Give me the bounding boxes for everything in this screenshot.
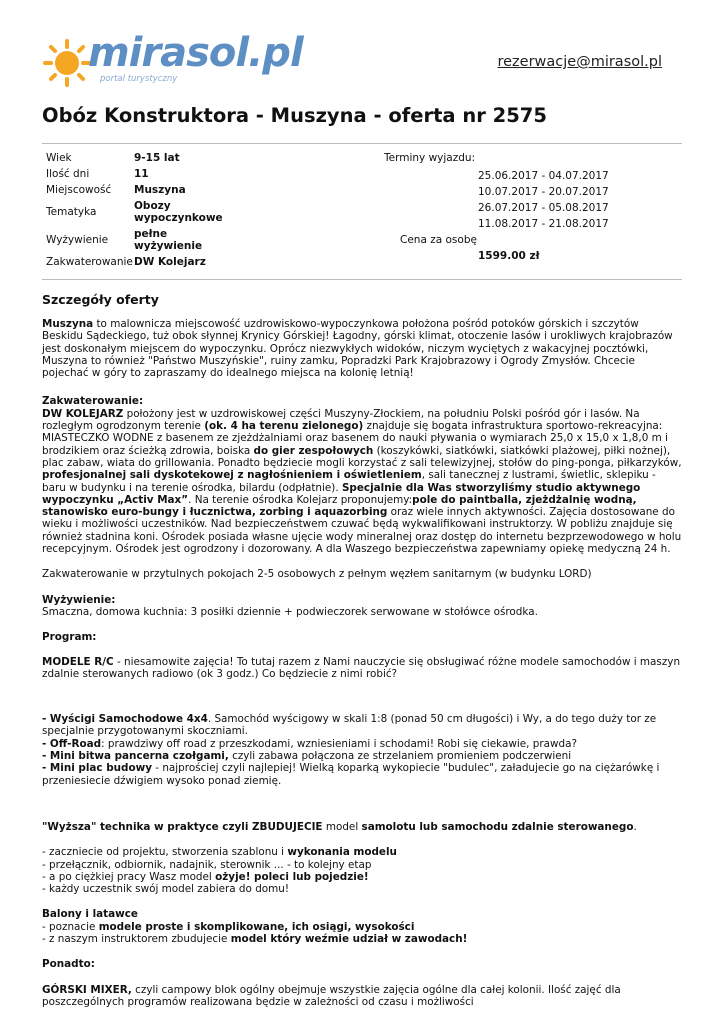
bold-text: do gier zespołowych — [253, 444, 374, 457]
sun-logo-icon — [42, 38, 92, 88]
mixer-paragraph — [42, 984, 682, 1009]
text: - zaczniecie od projektu, stworzenia szablonu i — [42, 846, 288, 859]
logo[interactable] — [42, 30, 303, 94]
info-label: Tematyka — [46, 206, 97, 218]
list-item — [42, 871, 682, 883]
text: - niesamowite zajęcia! To tutaj razem z Nami nauczycie się obsługiwać różne modele samochodów i maszyn zdalnie sterowanych radiowo (ok 3 godz.) Co będziecie z nimi robić? — [42, 655, 681, 680]
date-range: 10.07.2017 - 20.07.2017 — [478, 186, 609, 198]
food-heading: Wyżywienie: — [42, 593, 116, 606]
page-title: Obóz Konstruktora - Muszyna - oferta nr 2575 — [42, 104, 547, 127]
intro-paragraph — [42, 318, 682, 379]
text: - z naszym instruktorem zbudujecie — [42, 932, 231, 945]
bold-text: Specjalnie dla Was stworzyliśmy studio aktywnego wypoczynku „Activ Max” — [42, 481, 641, 506]
bold-text: Muszyna — [42, 318, 94, 330]
text: : prawdziwy off road z przeszkodami, wzniesieniami i schodami! Robi się ciekawie, prawda? — [101, 737, 577, 750]
info-value: DW Kolejarz — [134, 256, 206, 268]
bold-text: "Wyższa" technika w praktyce czyli ZBUDUJECIE — [42, 820, 323, 833]
offer-details — [42, 318, 682, 1008]
bold-text: - Wyścigi Samochodowe 4x4 — [42, 713, 208, 726]
program-item — [42, 713, 682, 738]
text: - a po ciężkiej pracy Wasz model — [42, 870, 216, 883]
bold-text: - Mini bitwa pancerna czołgami, — [42, 750, 229, 763]
divider — [42, 143, 682, 144]
price-label: Cena za osobę — [400, 234, 477, 246]
dates-list — [478, 168, 609, 232]
divider — [42, 279, 682, 280]
offer-info-table — [46, 150, 366, 270]
bold-text: wykonania modelu — [287, 846, 397, 859]
bold-text: - Off-Road — [42, 737, 102, 750]
bold-text: model który weźmie udział w zawodach! — [230, 932, 468, 945]
terms-label: Terminy wyjazdu: — [384, 152, 476, 164]
program-heading: Program: — [42, 631, 97, 644]
text: czyli campowy blok ogólny obejmuje wszystkie zajęcia ogólne dla całej kolonii. Ilość zajęć dla poszczególnych programów realizowana będzie w zależności od czasu i możliwości — [42, 983, 621, 1008]
email-link[interactable]: rezerwacje@mirasol.pl — [497, 54, 662, 70]
text: . Samochód wyścigowy w skali 1:8 (ponad 50 cm długości) i Wy, a do tego duży tor ze specjalnie przygotowanymi skoczniami. — [42, 713, 657, 738]
info-row — [46, 254, 366, 270]
balloons-heading: Balony i latawce — [42, 908, 138, 921]
info-label: Wyżywienie — [46, 234, 109, 246]
details-heading: Szczegóły oferty — [42, 292, 159, 307]
bold-text: modele proste i skomplikowane, ich osiągi, wysokości — [98, 920, 415, 933]
info-value: pełne wyżywienie — [134, 228, 203, 252]
text: , sali tanecznej z lustrami, świetlic, sklepiku - baru w budynku i na terenie ośrodka, bilardu (odpłatnie). — [42, 469, 656, 494]
info-value: Muszyna — [134, 184, 186, 196]
info-row — [46, 198, 366, 226]
info-row — [46, 150, 366, 166]
text: - najprościej czyli najlepiej! Wielką koparką wykopiecie "budulec", załadujecie go na ciężarówkę i przeniesiecie dźwigiem wysoko ponad ziemię. — [42, 762, 660, 787]
date-range: 26.07.2017 - 05.08.2017 — [478, 202, 609, 214]
date-range: 11.08.2017 - 21.08.2017 — [478, 218, 609, 230]
text: oraz wiele innych aktywności. Zajęcia dostosowane do wieku i możliwości uczestników. Nad bezpieczeństwem czuwać będą wykwalifikowani instruktorzy. W pobliżu znajduje się również stadnina koni. Ośrodek posiada własne ujęcie wody mineralnej oraz dostęp do internetu bezprzewodowego w holu recepcyjnym. Ośrodek jest ogrodzony i dozorowany. A dla Waszego bezpieczeństwa zapewniamy opiekę medyczną 24 h. — [42, 506, 682, 556]
text: . Na terenie ośrodka Kolejarz proponujemy: — [188, 493, 413, 506]
list-item: - przełącznik, odbiornik, nadajnik, sterownik ... - to kolejny etap — [42, 858, 372, 871]
bold-text: - Mini plac budowy — [42, 762, 152, 775]
bold-text: GÓRSKI MIXER, — [42, 983, 132, 996]
info-label: Ilość dni — [46, 168, 90, 180]
info-value: Obozy wypoczynkowe — [134, 200, 223, 224]
bold-text: (ok. 4 ha terenu zielonego) — [204, 420, 364, 433]
info-label: Wiek — [46, 152, 72, 164]
bold-text: MODELE R/C — [42, 655, 114, 668]
program-item — [42, 738, 682, 750]
accommodation-rooms: Zakwaterowanie w przytulnych pokojach 2-5 osobowych z pełnym węzłem sanitarnym (w budynku LORD) — [42, 568, 592, 581]
text: położony jest w uzdrowiskowej części Muszyny-Złockiem, na południu Polski pośród gór i lasów. Na rozległym ogrodzonym terenie — [42, 407, 640, 433]
bold-text: pole do paintballa, zjeżdżalnię wodną, stanowisko euro-bungy i łucznictwa, zorbing i aquazorbing — [42, 493, 637, 519]
accommodation-heading: Zakwaterowanie: — [42, 395, 144, 408]
logo-text: mirasol.pl — [88, 30, 303, 76]
price-value: 1599.00 zł — [478, 250, 540, 262]
text: (koszykówki, siatkówki, siatkówki plażowej, piłki nożnej), plac zabaw, wiata do grillowania. Ponadto będziecie mogli korzystać z sali telewizyjnej, stołów do ping-ponga, piłkarzyków, — [42, 444, 682, 469]
list-item — [42, 933, 682, 945]
logo-subtitle: portal turystyczny — [100, 74, 178, 84]
text: model — [322, 820, 362, 833]
info-label: Zakwaterowanie — [46, 256, 133, 268]
bold-text: samolotu lub samochodu zdalnie sterowanego — [361, 820, 634, 833]
bold-text: DW KOLEJARZ — [42, 407, 124, 420]
bold-text: profesjonalnej sali dyskotekowej z nagłośnieniem i oświetleniem — [42, 469, 422, 482]
info-row — [46, 166, 366, 182]
info-row — [46, 182, 366, 198]
info-row — [46, 226, 366, 254]
more-heading: Ponadto: — [42, 958, 95, 971]
list-item: - każdy uczestnik swój model zabiera do domu! — [42, 883, 290, 896]
text: . — [633, 820, 637, 833]
program-paragraph — [42, 656, 682, 681]
program-item — [42, 762, 682, 787]
info-value: 11 — [134, 168, 149, 180]
list-item — [42, 846, 682, 858]
food-paragraph: Smaczna, domowa kuchnia: 3 posiłki dziennie + podwieczorek serwowane w stołówce ośrodka. — [42, 605, 538, 618]
text: to malownicza miejscowość uzdrowiskowo-wypoczynkowa położona pośród potoków górskich i szczytów Beskidu Sądeckiego, tuż obok słynnej Krynicy Górskiej! Łagodny, górski klimat, otoczenie lasów i urokliwych krajobrazów jest doskonałym miejscem do wypoczynku. Oprócz niezwykłych widoków, niczym wyciętych z wakacyjnej pocztówki, Muszyna to również "Państwo Muszyńskie", ruiny zamku, Popradzki Park Krajobrazowy i Ogrody Zmysłów. Chcecie pojechać w góry to zapraszamy do idealnego miejsca na kolonię letnią! — [42, 318, 673, 380]
higher-tech-paragraph — [42, 821, 682, 833]
accommodation-paragraph — [42, 408, 682, 556]
bold-text: ożyje! poleci lub pojedzie! — [215, 870, 369, 883]
info-label: Miejscowość — [46, 184, 112, 196]
text: - poznacie — [42, 920, 99, 933]
program-item — [42, 750, 682, 762]
date-range: 25.06.2017 - 04.07.2017 — [478, 170, 609, 182]
info-value: 9-15 lat — [134, 152, 180, 164]
text: czyli zabawa połączona ze strzelaniem promieniem podczerwieni — [228, 750, 572, 763]
list-item — [42, 921, 682, 933]
text: znajduje się bogata infrastruktura sportowo-rekreacyjna: MIASTECZKO WODNE z basenem ze zjeżdżalniami oraz basenem do nauki pływania o wymiarach 25,0 x 15,0 x 1,8,0 m i brodzikiem oraz ścieżką zdrowia, boiska — [42, 420, 668, 457]
